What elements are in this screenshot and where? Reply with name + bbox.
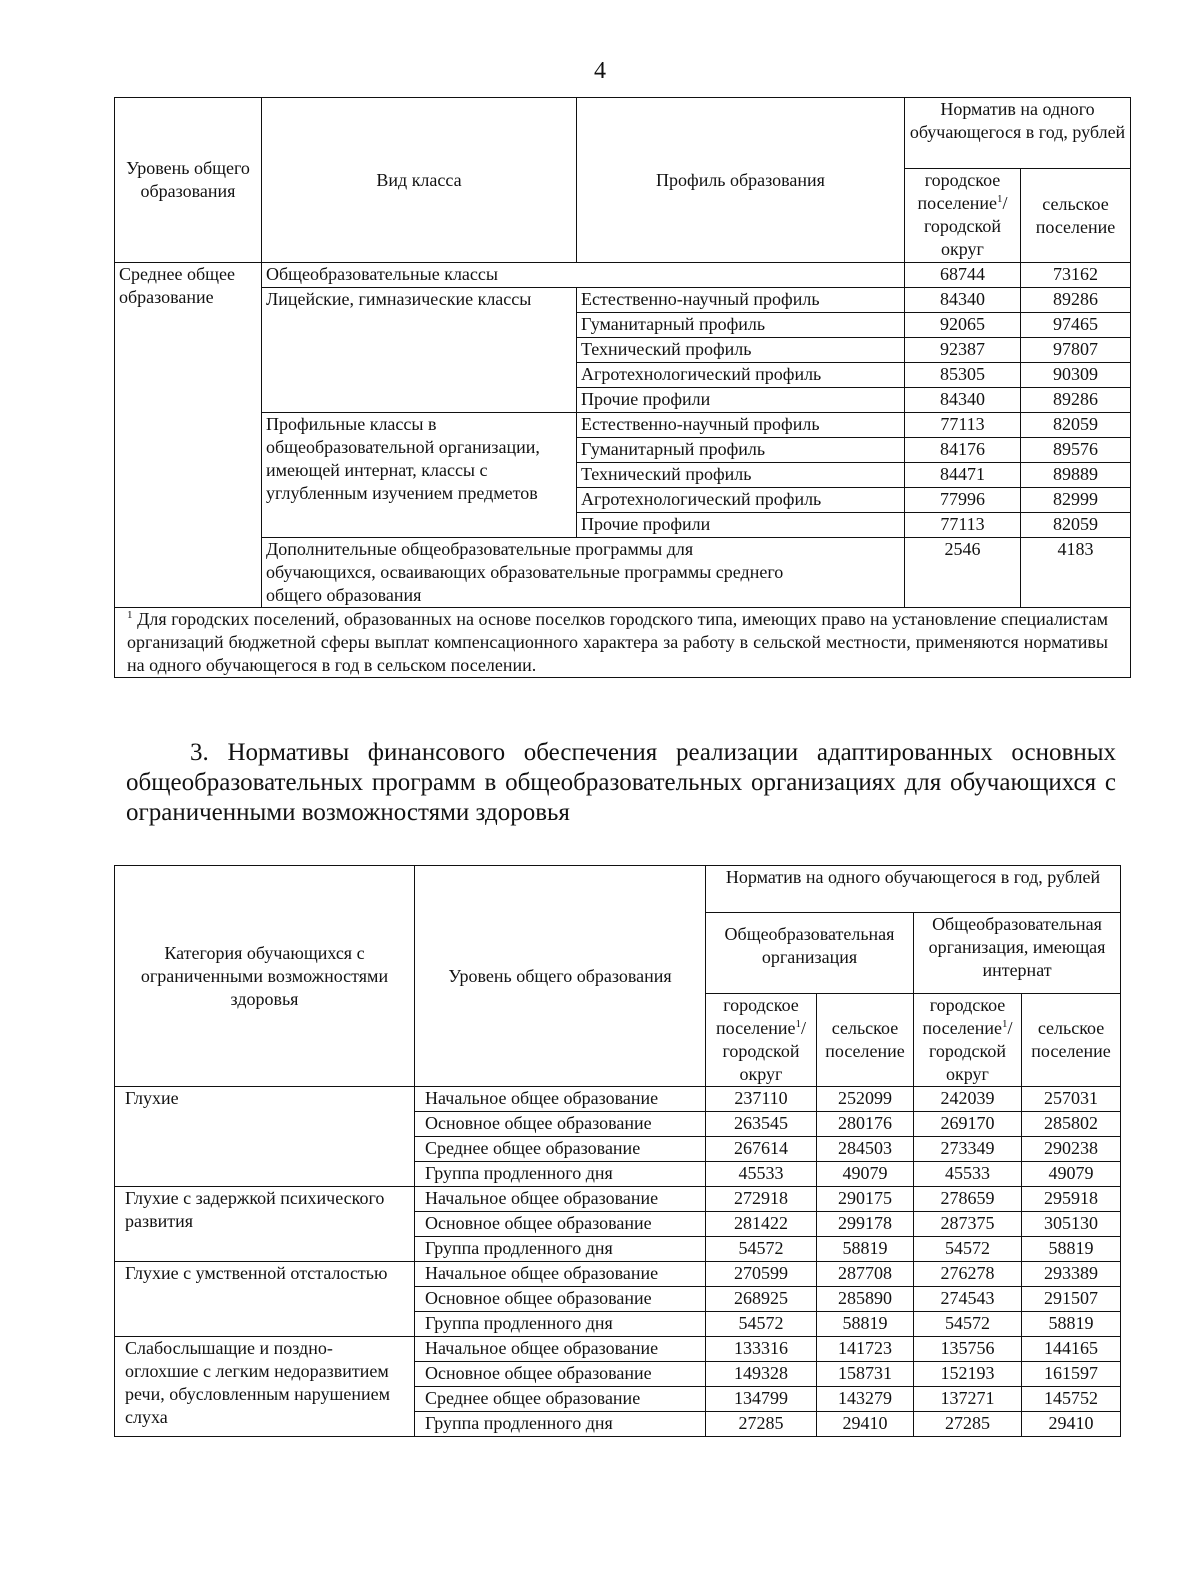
level-cell: Группа продленного дня xyxy=(415,1162,706,1187)
value-cell: 290238 xyxy=(1022,1137,1121,1162)
value-cell: 270599 xyxy=(706,1262,817,1287)
value-cell: 295918 xyxy=(1022,1187,1121,1212)
value-cell: 49079 xyxy=(1022,1162,1121,1187)
level-label: Среднее общее образование xyxy=(115,263,262,608)
value-cell: 84340 xyxy=(905,288,1021,313)
header-urban: городское поселение$^1$/ городской округ xyxy=(706,994,817,1087)
value-cell: 137271 xyxy=(914,1387,1022,1412)
value-cell: 68744 xyxy=(905,263,1021,288)
value-cell: 45533 xyxy=(706,1162,817,1187)
level-cell: Основное общее образование xyxy=(415,1112,706,1137)
value-cell: 133316 xyxy=(706,1337,817,1362)
value-cell: 242039 xyxy=(914,1087,1022,1112)
level-cell: Основное общее образование xyxy=(415,1362,706,1387)
header-level: Уровень общего образования xyxy=(415,866,706,1087)
profile-cell: Гуманитарный профиль xyxy=(577,438,905,463)
value-cell: 272918 xyxy=(706,1187,817,1212)
value-cell: 77113 xyxy=(905,413,1021,438)
level-cell: Среднее общее образование xyxy=(415,1137,706,1162)
table-row xyxy=(115,1187,1121,1212)
value-cell: 58819 xyxy=(1022,1237,1121,1262)
header-class-type: Вид класса xyxy=(262,98,577,263)
category-cell: Слабослышащие и поздно-оглохшие с легким недоразвитием речи, обусловленным нарушением слуха xyxy=(115,1337,415,1437)
value-cell: 27285 xyxy=(706,1412,817,1437)
profile-cell: Агротехнологический профиль xyxy=(577,488,905,513)
value-cell: 29410 xyxy=(817,1412,914,1437)
header-rural: сельское поселение xyxy=(1021,169,1131,263)
header-norm: Норматив на одного обучающегося в год, рублей xyxy=(706,866,1121,913)
table-row xyxy=(115,1087,1121,1112)
general-classes-label: Общеобразовательные классы xyxy=(262,263,905,288)
profile-cell: Естественно-научный профиль xyxy=(577,413,905,438)
level-cell: Начальное общее образование xyxy=(415,1087,706,1112)
value-cell: 84340 xyxy=(905,388,1021,413)
value-cell: 252099 xyxy=(817,1087,914,1112)
value-cell: 27285 xyxy=(914,1412,1022,1437)
level-cell: Группа продленного дня xyxy=(415,1237,706,1262)
value-cell: 89576 xyxy=(1021,438,1131,463)
value-cell: 29410 xyxy=(1022,1412,1121,1437)
level-cell: Среднее общее образование xyxy=(415,1387,706,1412)
value-cell: 299178 xyxy=(817,1212,914,1237)
level-cell: Основное общее образование xyxy=(415,1212,706,1237)
value-cell: 268925 xyxy=(706,1287,817,1312)
table-row xyxy=(115,1262,1121,1287)
value-cell: 2546 xyxy=(905,538,1021,608)
profile-cell: Гуманитарный профиль xyxy=(577,313,905,338)
value-cell: 89889 xyxy=(1021,463,1131,488)
header-level: Уровень общего образования xyxy=(115,98,262,263)
value-cell: 144165 xyxy=(1022,1337,1121,1362)
header-norm: Норматив на одного обучающегося в год, рублей xyxy=(905,98,1131,169)
value-cell: 257031 xyxy=(1022,1087,1121,1112)
value-cell: 77113 xyxy=(905,513,1021,538)
value-cell: 143279 xyxy=(817,1387,914,1412)
secondary-education-norms-table xyxy=(114,97,1131,678)
category-cell: Глухие с умственной отсталостью xyxy=(115,1262,415,1337)
value-cell: 284503 xyxy=(817,1137,914,1162)
section-heading: 3. Нормативы финансового обеспечения реализации адаптированных основных общеобразовательных программ в общеобразовательных организациях для обучающихся с ограниченными возможностями здоровья xyxy=(126,739,1116,826)
profile-cell: Прочие профили xyxy=(577,388,905,413)
value-cell: 85305 xyxy=(905,363,1021,388)
value-cell: 54572 xyxy=(914,1237,1022,1262)
level-cell: Группа продленного дня xyxy=(415,1312,706,1337)
level-cell: Начальное общее образование xyxy=(415,1262,706,1287)
value-cell: 58819 xyxy=(1022,1312,1121,1337)
boarding-group-label: Профильные классы в общеобразовательной организации, имеющей интернат, классы с углубленным изучением предметов xyxy=(262,413,577,538)
value-cell: 92387 xyxy=(905,338,1021,363)
value-cell: 58819 xyxy=(817,1237,914,1262)
value-cell: 267614 xyxy=(706,1137,817,1162)
level-cell: Группа продленного дня xyxy=(415,1412,706,1437)
value-cell: 285890 xyxy=(817,1287,914,1312)
value-cell: 97465 xyxy=(1021,313,1131,338)
value-cell: 135756 xyxy=(914,1337,1022,1362)
value-cell: 278659 xyxy=(914,1187,1022,1212)
header-profile: Профиль образования xyxy=(577,98,905,263)
additional-programs-label: Дополнительные общеобразовательные программы для обучающихся, осваивающих образовательные программы среднего общего образования xyxy=(262,538,905,608)
footnote-mark: 1 xyxy=(127,609,133,621)
profile-cell: Агротехнологический профиль xyxy=(577,363,905,388)
profile-cell: Прочие профили xyxy=(577,513,905,538)
value-cell: 152193 xyxy=(914,1362,1022,1387)
header-rural: сельское поселение xyxy=(817,994,914,1087)
level-cell: Начальное общее образование xyxy=(415,1187,706,1212)
value-cell: 269170 xyxy=(914,1112,1022,1137)
value-cell: 158731 xyxy=(817,1362,914,1387)
value-cell: 77996 xyxy=(905,488,1021,513)
value-cell: 89286 xyxy=(1021,388,1131,413)
value-cell: 281422 xyxy=(706,1212,817,1237)
value-cell: 276278 xyxy=(914,1262,1022,1287)
value-cell: 54572 xyxy=(706,1312,817,1337)
header-org: Общеобразовательная организация xyxy=(706,913,914,994)
header-rural: сельское поселение xyxy=(1022,994,1121,1087)
lyceum-group-label: Лицейские, гимназические классы xyxy=(262,288,577,413)
value-cell: 145752 xyxy=(1022,1387,1121,1412)
value-cell: 49079 xyxy=(817,1162,914,1187)
value-cell: 82059 xyxy=(1021,513,1131,538)
footnote-text: Для городских поселений, образованных на основе поселков городского типа, имеющих право на установление специалистам организаций бюджетной сферы выплат компенсационного характера за работу в сельской местности, применяются нормативы на одного обучающегося в год в сельском поселении. xyxy=(127,609,1109,675)
category-cell: Глухие с задержкой психического развития xyxy=(115,1187,415,1262)
value-cell: 73162 xyxy=(1021,263,1131,288)
value-cell: 92065 xyxy=(905,313,1021,338)
value-cell: 280176 xyxy=(817,1112,914,1137)
level-cell: Основное общее образование xyxy=(415,1287,706,1312)
value-cell: 149328 xyxy=(706,1362,817,1387)
value-cell: 54572 xyxy=(914,1312,1022,1337)
value-cell: 97807 xyxy=(1021,338,1131,363)
value-cell: 263545 xyxy=(706,1112,817,1137)
value-cell: 293389 xyxy=(1022,1262,1121,1287)
page-number: 4 xyxy=(594,58,606,84)
value-cell: 237110 xyxy=(706,1087,817,1112)
footnote xyxy=(115,608,1131,678)
value-cell: 45533 xyxy=(914,1162,1022,1187)
header-urban: городское поселение$^1$/ городской округ xyxy=(905,169,1021,263)
header-org-boarding: Общеобразовательная организация, имеющая интернат xyxy=(914,913,1121,994)
value-cell: 287375 xyxy=(914,1212,1022,1237)
profile-cell: Технический профиль xyxy=(577,463,905,488)
value-cell: 287708 xyxy=(817,1262,914,1287)
level-cell: Начальное общее образование xyxy=(415,1337,706,1362)
value-cell: 54572 xyxy=(706,1237,817,1262)
value-cell: 82059 xyxy=(1021,413,1131,438)
value-cell: 291507 xyxy=(1022,1287,1121,1312)
value-cell: 90309 xyxy=(1021,363,1131,388)
value-cell: 82999 xyxy=(1021,488,1131,513)
value-cell: 58819 xyxy=(817,1312,914,1337)
header-urban: городское поселение$^1$/ городской округ xyxy=(914,994,1022,1087)
value-cell: 305130 xyxy=(1022,1212,1121,1237)
profile-cell: Естественно-научный профиль xyxy=(577,288,905,313)
value-cell: 285802 xyxy=(1022,1112,1121,1137)
value-cell: 134799 xyxy=(706,1387,817,1412)
value-cell: 84176 xyxy=(905,438,1021,463)
table-row xyxy=(115,1337,1121,1362)
special-needs-norms-table xyxy=(114,865,1121,1437)
value-cell: 84471 xyxy=(905,463,1021,488)
profile-cell: Технический профиль xyxy=(577,338,905,363)
value-cell: 89286 xyxy=(1021,288,1131,313)
value-cell: 290175 xyxy=(817,1187,914,1212)
value-cell: 273349 xyxy=(914,1137,1022,1162)
value-cell: 274543 xyxy=(914,1287,1022,1312)
header-category: Категория обучающихся с ограниченными возможностями здоровья xyxy=(115,866,415,1087)
value-cell: 141723 xyxy=(817,1337,914,1362)
category-cell: Глухие xyxy=(115,1087,415,1187)
value-cell: 4183 xyxy=(1021,538,1131,608)
value-cell: 161597 xyxy=(1022,1362,1121,1387)
